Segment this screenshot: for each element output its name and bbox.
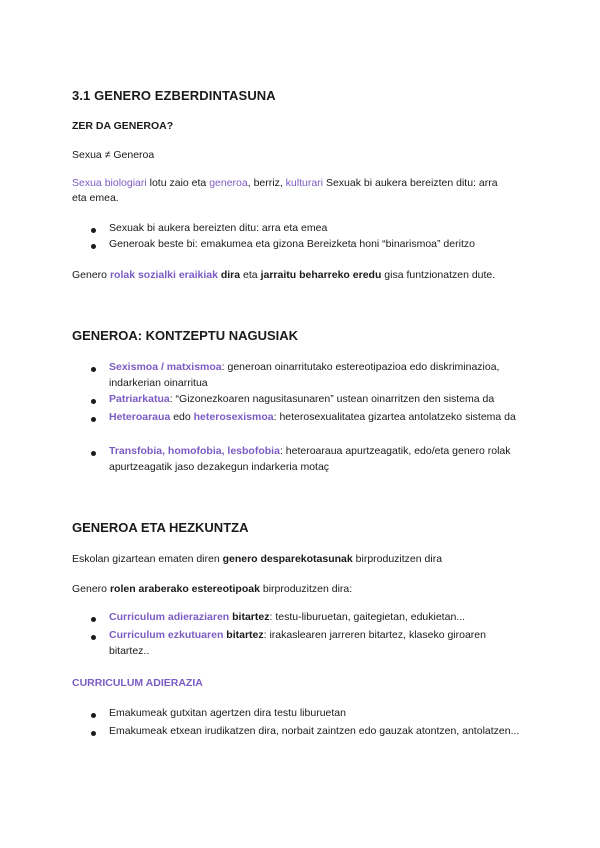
heading-generoa-eta-hezkuntza: GENEROA ETA HEZKUNTZA [72,520,249,535]
list-item: Generoak beste bi: emakumea eta gizona Bereizketa honi “binarismoa” deritzo [109,238,475,250]
list-item: Sexismoa / matxismoa: generoan oinarritutako estereotipazioa edo diskriminazioa, indarkerian oinarritua [109,361,500,389]
paragraph-roles: Genero rolak sozialki eraikiak dira eta jarraitu beharreko eredu gisa funtzionatzen dute. [72,269,496,281]
bullet-icon [91,731,96,736]
bullet-icon [91,244,96,249]
list-item: Sexuak bi aukera bereizten ditu: arra eta emea [109,222,328,234]
term-sexua-biologiari: Sexua biologiari [72,177,147,189]
paragraph-stereotypes: Genero rolen araberako estereotipoak birproduzitzen dira: [72,583,353,595]
list-item: Curriculum ezkutuaren bitartez: irakaslearen jarreren bitartez, klaseko giroaren bitartez.. [109,629,486,657]
bullet-icon [91,617,96,622]
paragraph-sex-gender: Sexua biologiari lotu zaio eta generoa, berriz, kulturari Sexuak bi aukera bereizten ditu: arra eta emea. [72,177,498,204]
paragraph-school: Eskolan gizartean ematen diren genero desparekotasunak birproduzitzen dira [72,553,443,565]
bullet-icon [91,713,96,718]
sex-vs-gender-line: Sexua ≠ Generoa [72,149,155,161]
bullet-icon [91,399,96,404]
list-item: Emakumeak etxean irudikatzen dira, norbait zaintzen edo gauzak atontzen, antolatzen... [109,725,520,737]
bullet-icon [91,417,96,422]
bullet-icon [91,367,96,372]
list-item: Heteroaraua edo heterosexismoa: heterosexualitatea gizartea antolatzeko sistema da [109,411,516,423]
term-generoa: generoa [209,177,248,189]
heading-kontzeptu-nagusiak: GENEROA: KONTZEPTU NAGUSIAK [72,328,299,343]
list-item: Patriarkatua: “Gizonezkoaren nagusitasunaren” ustean oinarritzen den sistema da [109,393,495,405]
question-heading: ZER DA GENEROA? [72,120,174,132]
bullet-icon [91,228,96,233]
list-item: Emakumeak gutxitan agertzen dira testu liburuetan [109,707,346,719]
heading-curriculum-adierazia: CURRICULUM ADIERAZIA [72,677,203,689]
bullet-icon [91,451,96,456]
list-item: Transfobia, homofobia, lesbofobia: heteroaraua apurtzeagatik, edo/eta genero rolak apurtzeagatik jaso dezakegun indarkeria motaç [109,445,511,473]
term-kulturari: kulturari [285,177,324,189]
section-title: 3.1 GENERO EZBERDINTASUNA [72,88,276,103]
list-item: Curriculum adieraziaren bitartez: testu-liburuetan, gaitegietan, edukietan... [109,611,466,623]
term-rolak-sozialki-eraikiak: rolak sozialki eraikiak [109,269,218,281]
bullet-icon [91,635,96,640]
